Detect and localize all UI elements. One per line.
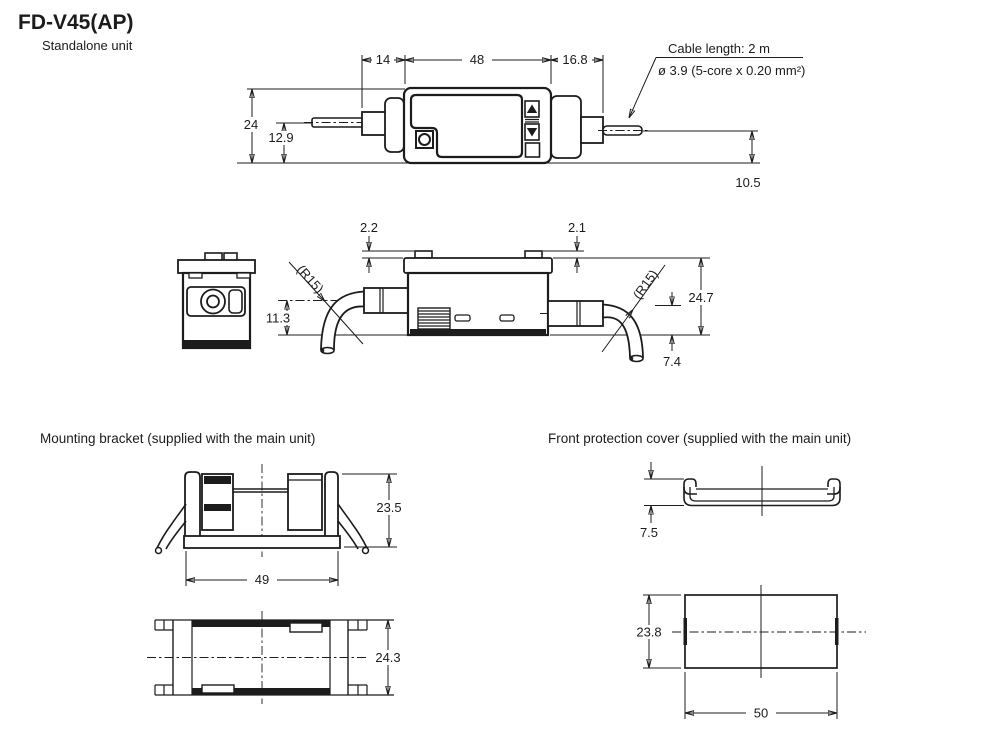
dim-label-12-9: 12.9 [268, 130, 294, 145]
cover-section [548, 431, 866, 721]
body-bottom-view [404, 251, 552, 335]
dim-label-23-5: 23.5 [376, 500, 402, 515]
right-spring-wing [338, 504, 369, 554]
left-connector [362, 112, 386, 135]
bracket-front-view [156, 464, 409, 587]
left-flange [385, 98, 404, 152]
right-connector [581, 117, 603, 143]
cable-note-line2: ø 3.9 (5-core x 0.20 mm²) [658, 63, 806, 78]
left-spring-wing [156, 504, 187, 554]
cover-profile-view [640, 462, 840, 540]
cable-note [629, 41, 805, 118]
dim-label-7-4: 7.4 [662, 354, 682, 369]
cover-caption: Front protection cover (supplied with the main unit) [548, 431, 852, 446]
left-cable-bend [278, 262, 414, 354]
page-subtitle: Standalone unit [42, 38, 133, 53]
dim-label-50: 50 [753, 705, 769, 721]
radius-label-right: (R15) [629, 266, 661, 302]
dim-label-24: 24 [243, 117, 259, 132]
end-view [178, 253, 255, 348]
dim-label-24-3: 24.3 [375, 650, 401, 665]
down-button [525, 124, 539, 140]
bracket-bottom-view [147, 611, 409, 704]
cover-plan-view [630, 585, 866, 721]
dim-label-24-7: 24.7 [688, 290, 714, 305]
middle-view-drawing [178, 220, 721, 369]
dim-label-48: 48 [469, 52, 485, 67]
vent-grille [418, 308, 450, 329]
dim-label-16-8: 16.8 [562, 52, 588, 67]
bracket-section [40, 431, 409, 704]
up-button [525, 101, 539, 117]
dim-label-11-3: 11.3 [265, 310, 291, 326]
radius-label-left: (R15) [293, 261, 327, 297]
left-cable [304, 118, 370, 127]
bracket-caption: Mounting bracket (supplied with the main unit) [40, 431, 316, 446]
top-view-drawing [237, 41, 805, 190]
right-flange [551, 96, 581, 158]
dim-label-49: 49 [254, 572, 270, 587]
set-button [526, 143, 540, 157]
page-title: FD-V45(AP) [18, 11, 134, 34]
mode-button [416, 131, 433, 148]
dim-label-2-2: 2.2 [359, 220, 379, 235]
dim-label-10-5: 10.5 [735, 175, 761, 190]
lens-inner [207, 296, 219, 308]
right-cable-bend [540, 265, 665, 362]
right-cable [598, 126, 650, 135]
dim-label-14: 14 [375, 52, 391, 67]
dim-label-2-1: 2.1 [567, 220, 587, 235]
dim-label-23-8: 23.8 [636, 624, 662, 640]
header [18, 11, 134, 53]
cable-note-line1: Cable length: 2 m [668, 41, 770, 56]
dim-label-7-5: 7.5 [639, 525, 659, 540]
